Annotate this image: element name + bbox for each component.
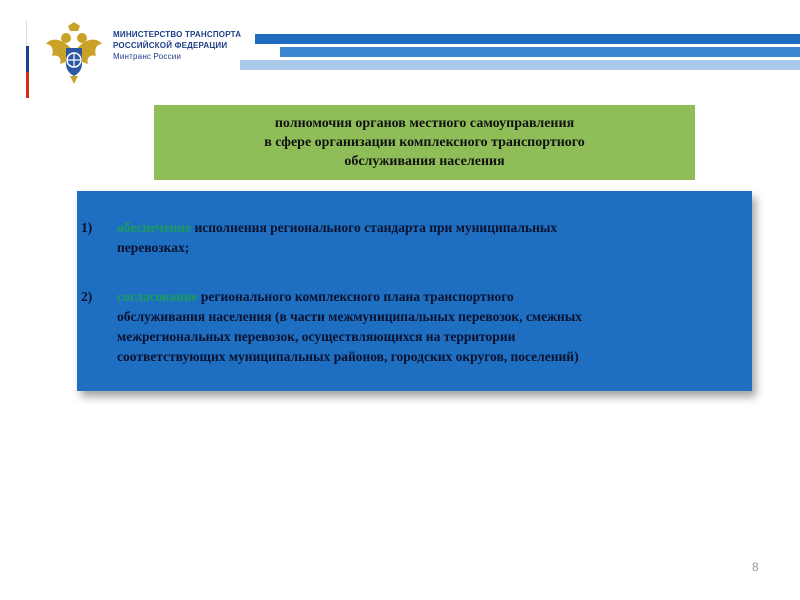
title-line-1: полномочия органов местного самоуправления: [274, 116, 575, 131]
org-line-2: РОССИЙСКОЙ ФЕДЕРАЦИИ: [113, 41, 228, 50]
org-line-3: Минтранс России: [113, 52, 182, 61]
item-text: межрегиональных перевозок, осуществляющихся на территории: [117, 329, 516, 344]
item-keyword: обеспечение: [117, 220, 192, 235]
title-line-2: в сфере организации комплексного транспортного: [264, 135, 585, 150]
page-number: 8: [752, 560, 759, 574]
ministry-name: [113, 29, 241, 62]
header-stripe: [255, 34, 800, 44]
header: [0, 0, 800, 100]
russian-flag-bar: [26, 20, 29, 98]
item-number: 2): [81, 289, 93, 304]
item-text: соответствующих муниципальных районов, городских округов, поселений): [117, 349, 579, 364]
item-keyword: согласование: [117, 289, 198, 304]
item-text: перевозках;: [117, 240, 190, 255]
header-stripe: [280, 47, 800, 57]
title-line-3: обслуживания населения: [344, 154, 505, 169]
item-number: 1): [81, 220, 93, 235]
item-text: регионального комплексного плана транспортного: [197, 289, 514, 304]
double-headed-eagle-emblem-icon: [44, 22, 104, 86]
item-text: исполнения регионального стандарта при муниципальных: [191, 220, 558, 235]
header-stripes: [240, 34, 800, 74]
powers-list: [77, 191, 752, 391]
header-stripe: [240, 60, 800, 70]
slide-title: [154, 105, 695, 180]
org-line-1: МИНИСТЕРСТВО ТРАНСПОРТА: [113, 30, 242, 39]
item-text: обслуживания населения (в части межмуниципальных перевозок, смежных: [117, 309, 582, 324]
